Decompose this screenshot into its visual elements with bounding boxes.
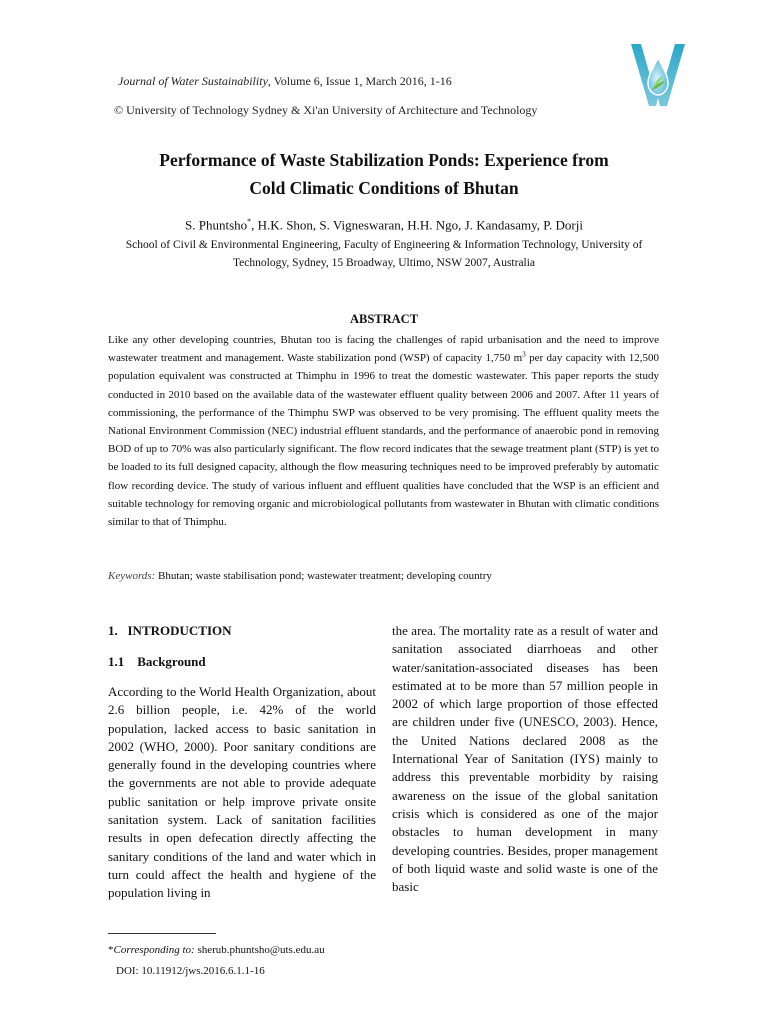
right-column — [392, 622, 658, 896]
journal-citation — [118, 74, 452, 89]
footnote-mark: * — [108, 944, 114, 956]
footnote-label: Corresponding to: — [113, 944, 195, 956]
journal-name: Journal of Water Sustainability — [118, 74, 268, 88]
doi-line: DOI: 10.11912/jws.2016.6.1.1-16 — [116, 965, 265, 977]
abstract-heading: ABSTRACT — [349, 312, 419, 326]
first-author: S. Phuntsho — [185, 217, 248, 233]
keywords-text: Bhutan; waste stabilisation pond; wastewater treatment; developing country — [155, 570, 492, 582]
water-drop-w-logo-icon — [627, 40, 689, 112]
title-line-1: Performance of Waste Stabilization Ponds: Experience from — [159, 150, 609, 170]
keywords-label: Keywords: — [108, 570, 156, 582]
copyright-notice: © University of Technology Sydney & Xi'an University of Architecture and Technology — [114, 103, 538, 117]
footnote-divider — [108, 933, 216, 934]
other-authors: , H.K. Shon, S. Vigneswaran, H.H. Ngo, J. Kandasamy, P. Dorji — [251, 217, 583, 233]
abstract-text-part-2: per day capacity with 12,500 population equivalent was constructed at Thimphu in 1996 to treat the domestic wastewater. This paper reports the study conducted in 2010 based on the available data of the wastewater effluent quality between 2006 and 2007. After 11 years of commissioning, the performance of the Thimphu SWP was observed to be very promising. The effluent quality meets the National Environment Commission (NEC) industrial effluent standards, and the performance of anaerobic pond in removing BOD of up to 70% was also particularly significant. The flow record indicates that the sewage treatment plant (STP) is yet to be loaded to its full designed capacity, although the flow measuring techniques need to be improved preferably by automatic flow recording device. The study of various influent and effluent qualities have concluded that the WSP is an efficient and suitable technology for removing organic and microbiological pollutants from wastewater in Bhutan with climatic conditions similar to that of Thimphu. — [108, 352, 659, 529]
footnote-email[interactable]: sherub.phuntsho@uts.edu.au — [194, 944, 325, 956]
abstract-superscript: 3 — [522, 350, 526, 359]
intro-paragraph-left: According to the World Health Organization, about 2.6 billion people, i.e. 42% of the world population, lacked access to basic sanitation in 2002 (WHO, 2000). Poor sanitary conditions are generally found in the developing countries where the governments are not able to provide adequate public sanitation or help improve private onsite sanitation system. Lack of sanitation facilities results in open defecation directly affecting the sanitary conditions of the land and water which in turn could affect the health and hygiene of the population living in — [108, 684, 376, 901]
abstract-body — [108, 331, 659, 531]
keywords-line — [108, 570, 668, 582]
corresponding-footnote — [108, 944, 325, 956]
abstract-text-part-1: Like any other developing countries, Bhutan too is facing the challenges of rapid urbanisation and the need to improve wastewater treatment and management. Waste stabilization pond (WSP) of capacity 1,750 m — [108, 334, 659, 365]
author-affiliation: School of Civil & Environmental Engineering, Faculty of Engineering & Information Technology, University of Technology, Sydney, 15 Broadway, Ultimo, NSW 2007, Australia — [125, 239, 643, 269]
subsection-heading-background: 1.1 Background — [108, 654, 206, 669]
title-line-2: Cold Climatic Conditions of Bhutan — [249, 178, 519, 198]
author-list — [84, 217, 684, 233]
left-column — [108, 622, 376, 903]
paper-title — [84, 146, 684, 202]
journal-details: , Volume 6, Issue 1, March 2016, 1-16 — [267, 74, 452, 88]
intro-paragraph-right: the area. The mortality rate as a result of water and sanitation associated diarrhoeas and other water/sanitation-associated diseases has been estimated at to be more than 57 million people in 2002 of which large proportion of those effected are children under five (UNESCO, 2003). Hence, the United Nations declared 2008 as the International Year of Sanitation (IYS) mainly to address this preventable morbidity by raising awareness on the issue of the global sanitation crisis which is considered as one of the major obstacles to human development in many developing countries. Besides, proper management of both liquid waste and solid waste is one of the basic — [392, 623, 658, 895]
corresponding-mark: * — [247, 217, 252, 226]
section-heading-introduction: 1. INTRODUCTION — [108, 623, 232, 638]
